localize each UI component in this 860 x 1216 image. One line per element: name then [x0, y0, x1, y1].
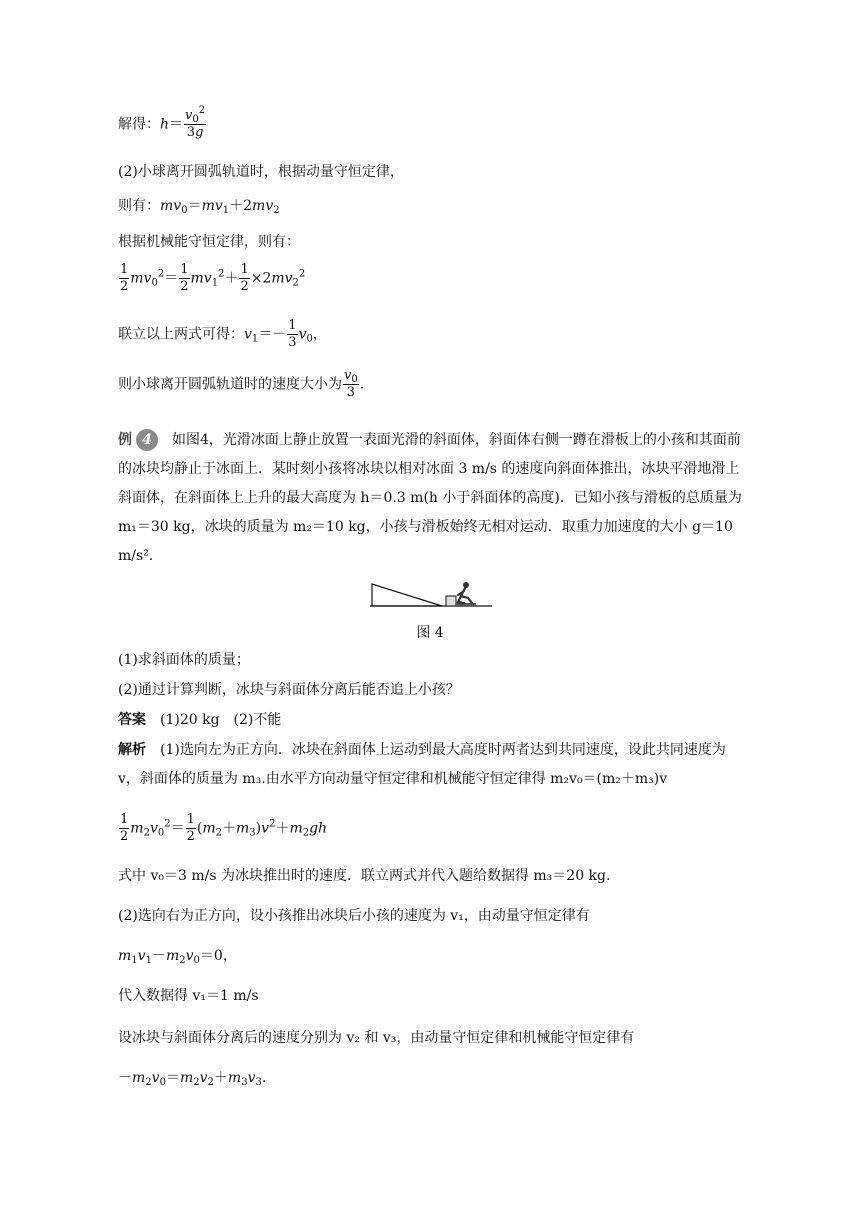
question-1: (1)求斜面体的质量； [118, 652, 250, 668]
answer-line [118, 710, 281, 730]
example-number-badge: 4 [136, 429, 158, 451]
answer-text: (1)20 kg (2)不能 [160, 712, 282, 728]
text-label: 解得： [118, 116, 160, 133]
text-label: 联立以上两式可得： [118, 326, 244, 343]
text-line: 设冰块与斜面体分离后的速度分别为 v₂ 和 v₃，由动量守恒定律和机械能守恒定律有 [118, 1030, 635, 1046]
text-label: 则小球离开圆弧轨道时的速度大小为 [118, 376, 342, 393]
text-line: (2)选向右为正方向，设小孩推出冰块后小孩的速度为 v₁，由动量守恒定律有 [118, 908, 590, 924]
momentum-equation-3: $-m_2v_0=m_2v_2+m_3v_3$. [118, 1070, 267, 1088]
text-line: 代入数据得 v₁＝1 m/s [118, 988, 259, 1004]
example-paragraph [118, 426, 742, 571]
solution-line-h: 解得：h＝ $\frac{v_0^2}{3g}$ [118, 105, 206, 140]
momentum-equation-2: $m_1v_1-m_2v_0=0$， [118, 948, 237, 966]
fraction: $\frac{v_0^2}{3g}$ [185, 105, 206, 140]
figure-incline-diagram [368, 578, 494, 610]
text-line: 根据机械能守恒定律，则有： [118, 234, 300, 250]
text-label: 则有： [118, 198, 160, 214]
energy-equation: $\frac{1}{2}$ $mv_0^2=$ $\frac{1}{2}$ $mv_1^2+$ $\frac{1}{2}$ $\times 2mv_2^2$ [120, 262, 306, 294]
question-2: (2)通过计算判断，冰块与斜面体分离后能否追上小孩？ [118, 682, 460, 698]
momentum-equation: 则有：$mv_0=mv_1+2mv_2$ [118, 198, 280, 216]
text-line: 式中 v₀＝3 m/s 为冰块推出时的速度．联立两式并代入题给数据得 m₃＝20 kg. [118, 868, 611, 884]
example-text: 如图4，光滑冰面上静止放置一表面光滑的斜面体，斜面体右侧一蹲在滑板上的小孩和其面前的冰块均静止于冰面上．某时刻小孩将冰块以相对冰面 3 m/s 的速度向斜面体推出，冰块平滑地滑上斜面体，在斜面体上上升的最大高度为 h＝0.3 m(h 小于斜面体的高度)．已知小孩与滑板的总质量为 m₁＝30 kg，冰块的质量为 m₂＝10 kg，小孩与滑板始终无相对运动．取重力加速度的大小 g＝10 m/s². [118, 432, 742, 564]
result-line-speed: 则小球离开圆弧轨道时的速度大小为 $\frac{v_0}{3}$ . [118, 368, 365, 400]
text-line: (2)小球离开圆弧轨道时，根据动量守恒定律， [118, 164, 404, 180]
analysis-paragraph [118, 736, 742, 794]
analysis-label: 解析 [118, 742, 146, 758]
result-line-v1: 联立以上两式可得：$v_1=-$ $\frac{1}{3}$ $v_0$， [118, 318, 327, 350]
example-label: 例 [118, 432, 132, 448]
energy-equation-2: $\frac{1}{2}$ $m_2v_0^2=$ $\frac{1}{2}$ $(m_2+m_3)v^2+m_2gh$ [120, 812, 328, 844]
answer-label: 答案 [118, 712, 146, 728]
figure-caption: 图 4 [416, 625, 444, 641]
analysis-text: (1)选向左为正方向．冰块在斜面体上运动到最大高度时两者达到共同速度，设此共同速度为 v，斜面体的质量为 m₃.由水平方向动量守恒定律和机械能守恒定律得 m₂v₀＝(m₂＋m₃)v [118, 742, 726, 787]
